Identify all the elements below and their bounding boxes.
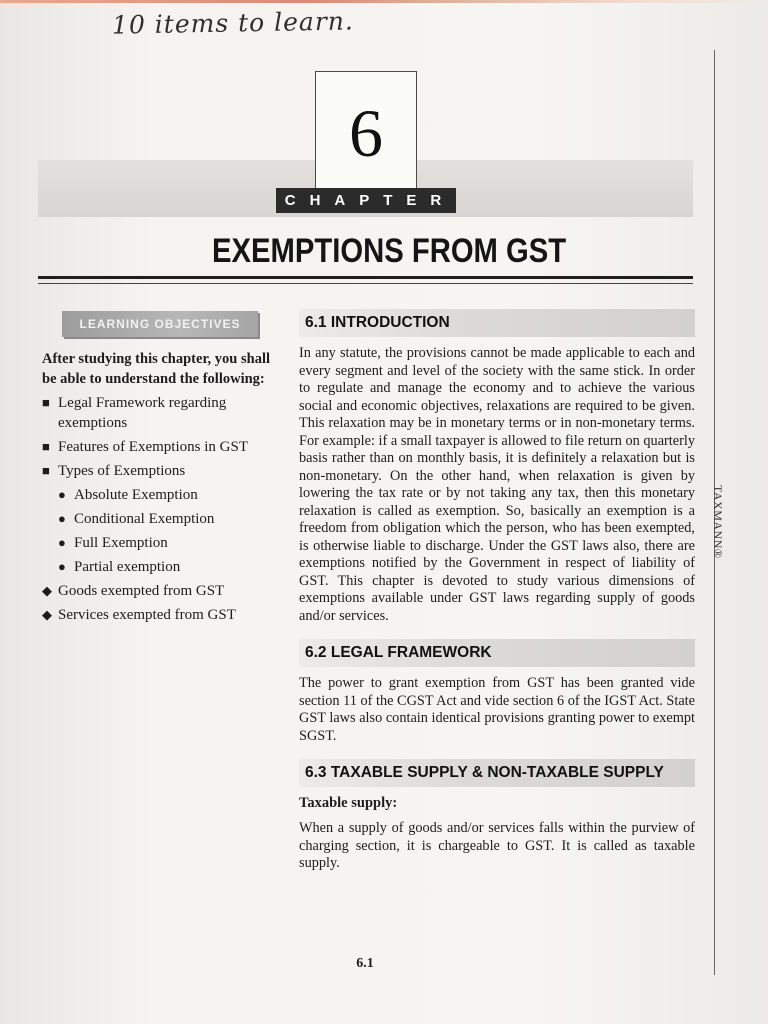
title-rule-thick	[38, 276, 693, 279]
bullet-dot-icon: ●	[58, 559, 66, 574]
publisher-brand: TAXMANN®	[711, 485, 725, 559]
objectives-lead: After studying this chapter, you shall be able to understand the following:	[42, 351, 271, 387]
objective-text: Features of Exemptions in GST	[58, 439, 248, 455]
bullet-diamond-icon: ◆	[42, 583, 52, 598]
bullet-dot-icon: ●	[58, 487, 66, 502]
learning-objectives-banner: LEARNING OBJECTIVES	[62, 311, 258, 337]
objective-text: Services exempted from GST	[58, 607, 236, 623]
title-rule-thin	[38, 283, 693, 284]
section-paragraph: In any statute, the provisions cannot be made applicable to each and every segment and level of the society with the same stick. In order to regulate and manage the economy and to achieve the various social and economic objectives, relaxations are required to be given. This relaxation may be in monetary terms or in non-monetary terms. For example: if a small taxpayer is allowed to file return on quarterly basis rather than on monthly basis, it is definitely a relaxation but is non-monetary. On the other hand, when relaxation is given by lowering the tax rate or by not taking any tax, then this monetary relaxation is called as exemption. So, basically an exemption is a freedom from obligation which the person, who has been exempted, is otherwise liable to discharge. Under the GST laws also, there are exemptions notified by the Government in respect of liability of GST. This chapter is devoted to study various dimensions of exemptions available under GST laws regarding supply of goods and/or services.	[299, 345, 695, 624]
bullet-square-icon: ■	[42, 439, 50, 454]
objective-item	[42, 581, 282, 601]
section-subheading: Taxable supply:	[299, 795, 398, 811]
objective-text: Conditional Exemption	[74, 511, 215, 527]
objective-text: Legal Framework regarding exemptions	[58, 395, 227, 431]
objectives-list	[42, 393, 282, 625]
chapter-label: CHAPTER	[276, 188, 456, 213]
chapter-title: EXEMPTIONS FROM GST	[212, 232, 567, 270]
learning-objectives	[42, 349, 282, 629]
main-content	[299, 309, 695, 887]
objective-item	[42, 461, 282, 481]
objective-item	[42, 557, 282, 577]
bullet-dot-icon: ●	[58, 511, 66, 526]
objective-item	[42, 485, 282, 505]
objective-text: Absolute Exemption	[74, 487, 198, 503]
bullet-dot-icon: ●	[58, 535, 66, 550]
objective-text: Types of Exemptions	[58, 463, 186, 479]
objective-item	[42, 393, 282, 433]
top-color-strip	[0, 0, 768, 3]
handwritten-note: 10 items to learn.	[111, 6, 355, 40]
objective-text: Full Exemption	[74, 535, 168, 551]
objective-item	[42, 509, 282, 529]
section-heading: 6.1 INTRODUCTION	[299, 309, 695, 337]
objective-item	[42, 533, 282, 553]
section-heading: 6.3 TAXABLE SUPPLY & NON-TAXABLE SUPPLY	[299, 759, 695, 787]
section-paragraph: When a supply of goods and/or services falls within the purview of charging section, it is chargeable to GST. It is called as taxable supply.	[299, 820, 695, 871]
section-paragraph: The power to grant exemption from GST has been granted vide section 11 of the CGST Act and vide section 6 of the IGST Act. State GST laws also contain identical provisions granting power to exempt SGST.	[299, 675, 695, 744]
objective-item	[42, 437, 282, 457]
page-number: 6.1	[356, 956, 374, 971]
bullet-diamond-icon: ◆	[42, 607, 52, 622]
objective-text: Partial exemption	[74, 559, 181, 575]
bullet-square-icon: ■	[42, 463, 50, 478]
chapter-number: 6	[349, 95, 383, 171]
bullet-square-icon: ■	[42, 395, 50, 410]
objective-item	[42, 605, 282, 625]
section-heading: 6.2 LEGAL FRAMEWORK	[299, 639, 695, 667]
objective-text: Goods exempted from GST	[58, 583, 225, 599]
